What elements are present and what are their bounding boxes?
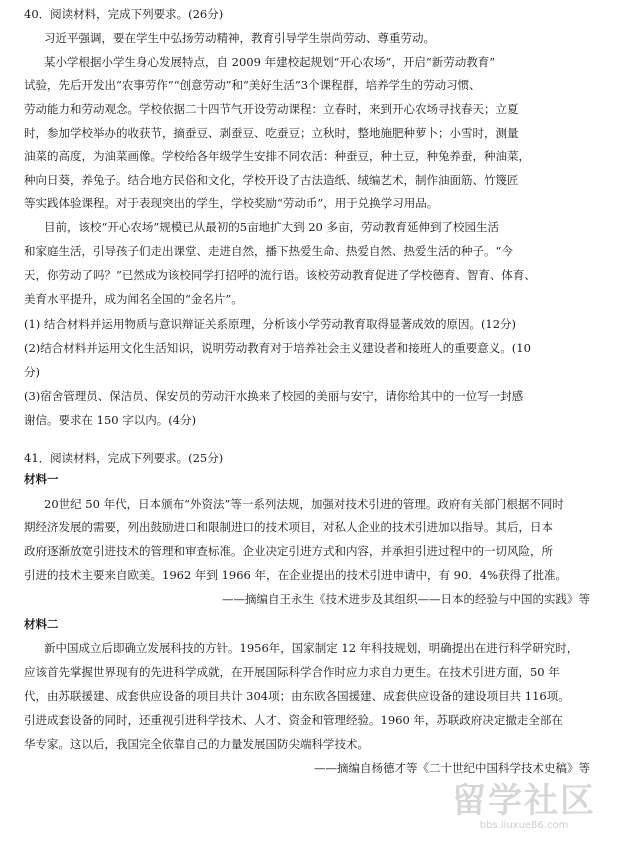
- q40-paragraph-line: 目前，该校“开心农场”规模已从最初的5亩地扩大到 20 多亩，劳动教育延伸到了校园生活: [44, 220, 500, 234]
- watermark-url: bbs.liuxue86.com: [479, 820, 569, 831]
- material-1-line: 政府逐渐放宽引进技术的管理和审查标准。企业决定引进方式和内容，并承担引进过程中的一切风险，所: [24, 544, 553, 558]
- q40-paragraph-line: 和家庭生活，引导孩子们走出课堂、走进自然，播下热爱生命、热爱自然、热爱生活的种子。“今: [24, 244, 513, 258]
- q40-paragraph-line: 种向日葵，养兔子。结合地方民俗和文化，学校开设了古法造纸、绒编艺术，制作油面筋、竹篾匠: [24, 173, 519, 187]
- q40-paragraph-line: 时，参加学校举办的收获节，摘蚕豆、剥蚕豆、吃蚕豆；立秋时，整地施肥种萝卜；小雪时，测量: [24, 126, 519, 140]
- q40-paragraph-line: 等实践体验课程。对于表现突出的学生，学校奖励“劳动币”，用于兑换学习用品。: [24, 196, 439, 210]
- q40-paragraph-line: 习近平强调，要在学生中弘扬劳动精神，教育引导学生崇尚劳动、尊重劳动。: [44, 31, 435, 45]
- material-2-line: 华专家。这以后，我国完全依靠自己的力量发展国防尖端科学技术。: [24, 737, 369, 751]
- q40-subquestion-2: (2)结合材料并运用文化生活知识，说明劳动教育对于培养社会主义建设者和接班人的重要意义。(10: [24, 341, 531, 355]
- material-1-label: 材料一: [24, 472, 59, 486]
- q40-paragraph-line: 天，你劳动了吗？”已然成为该校同学打招呼的流行语。该校劳动教育促进了学校德育、智育、体育、: [24, 268, 536, 282]
- material-2-line: 引进成套设备的同时，还重视引进科学技术、人才、资金和管理经验。1960 年，苏联政府决定撤走全部在: [24, 713, 563, 727]
- material-2-line: 代，由苏联援建、成套供应设备的项目共计 304项；由东欧各国援建、成套供应设备的建设项目共 116项。: [24, 689, 570, 703]
- q40-title: 40．阅读材料，完成下列要求。(26分): [24, 7, 224, 21]
- site-watermark: [452, 782, 596, 832]
- q41-title: 41．阅读材料，完成下列要求。(25分): [24, 451, 224, 465]
- material-1-line: 期经济发展的需要，列出鼓励进口和限制进口的技术项目，对私人企业的技术引进加以指导。其后，日本: [24, 520, 553, 534]
- material-2-line: 新中国成立后即确立发展科技的方针。1956年，国家制定 12 年科技规划，明确提出在进行科学研究时，: [44, 641, 579, 655]
- material-2-source: ——摘编自杨德才等《二十世纪中国科学技术史稿》等: [314, 761, 590, 775]
- material-2-label: 材料二: [24, 617, 59, 631]
- q40-subquestion-2-cont: 分): [24, 365, 40, 379]
- q40-paragraph-line: 劳动能力和劳动观念。学校依据二十四节气开设劳动课程：立春时，来到开心农场寻找春天；立夏: [24, 102, 519, 116]
- q40-paragraph-line: 美育水平提升，成为闻名全国的“金名片”。: [24, 292, 243, 306]
- q40-paragraph-line: 某小学根据小学生身心发展特点，自 2009 年建校起规划“开心农场”，开启“新劳动教育”: [44, 55, 496, 69]
- q40-paragraph-line: 试验，先后开发出“农事劳作”“创意劳动”和“美好生活”3个课程群，培养学生的劳动习惯、: [24, 78, 481, 92]
- q40-subquestion-1: (1) 结合材料并运用物质与意识辩证关系原理，分析该小学劳动教育取得显著成效的原因。(12分): [24, 317, 517, 331]
- material-2-line: 应该首先掌握世界现有的先进科学成就，在开展国际科学合作时应力求自力更生。在技术引进方面，50 年: [24, 665, 560, 679]
- q40-subquestion-3-cont: 谢信。要求在 150 字以内。(4分): [24, 413, 197, 427]
- watermark-logo-text: 留学社区: [452, 781, 596, 821]
- q40-subquestion-3: (3)宿舍管理员、保洁员、保安员的劳动汗水换来了校园的美丽与安宁，请你给其中的一位写一封感: [24, 389, 524, 403]
- material-1-line: 20世纪 50 年代，日本颁布“外资法”等一系列法规，加强对技术引进的管理。政府有关部门根据不同时: [44, 497, 564, 511]
- material-1-source: ——摘编自王永生《技术进步及其组织——日本的经验与中国的实践》等: [222, 592, 590, 606]
- material-1-line: 引进的技术主要来自欧美。1962 年到 1966 年，在企业提出的技术引进申请中，有 90．4%获得了批准。: [24, 568, 568, 582]
- q40-paragraph-line: 油菜的高度，为油菜画像。学校给各年级学生安排不同农活：种蚕豆，种土豆，种兔养蚕，种油菜，: [24, 149, 530, 163]
